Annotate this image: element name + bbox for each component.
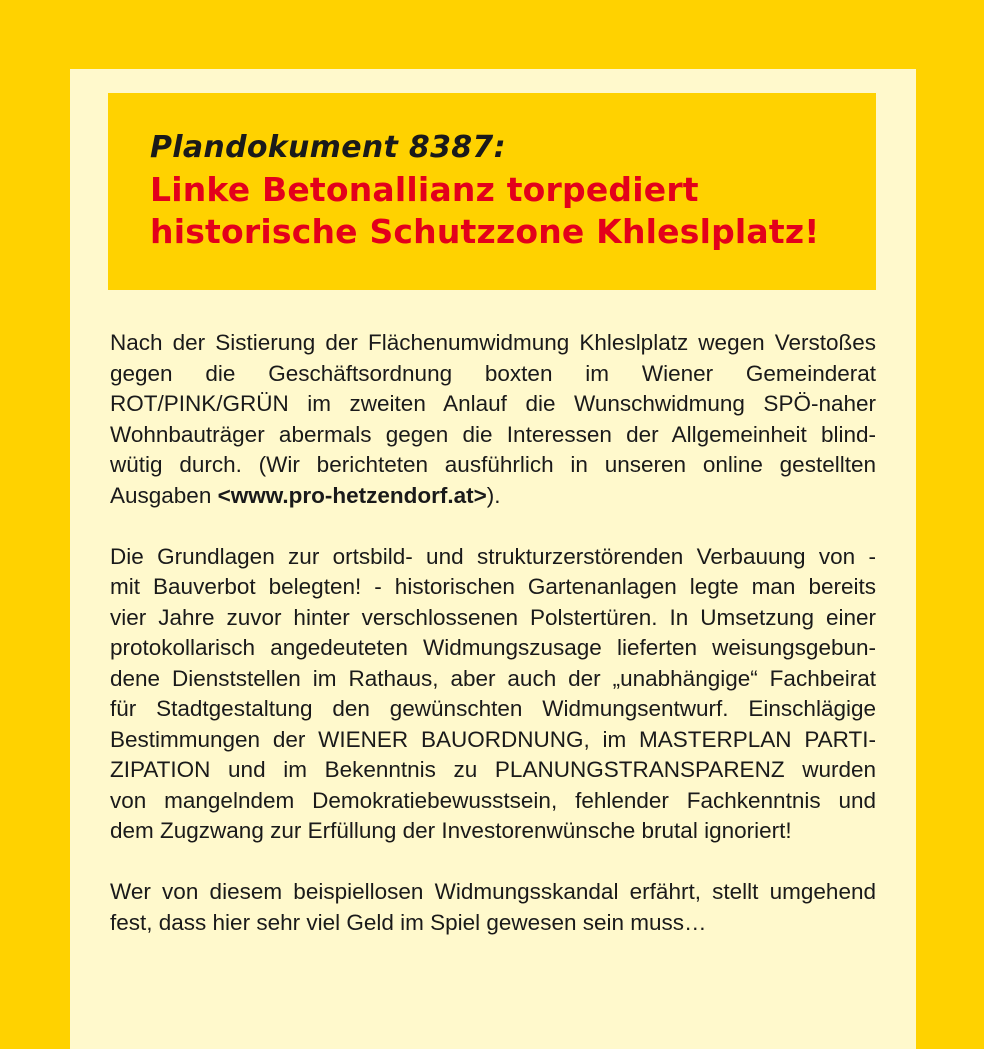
article-kicker: Plandokument 8387: bbox=[150, 130, 506, 165]
text-line: Bestimmungen der WIENER BAUORDNUNG, im MASTERPLAN PARTI- bbox=[110, 726, 876, 752]
text-fragment: Ausgaben bbox=[110, 482, 218, 508]
text-fragment: ). bbox=[486, 482, 501, 508]
text-line: wütig durch. (Wir berichteten ausführlich in unseren online gestellten bbox=[110, 452, 876, 477]
headline-box bbox=[108, 93, 876, 290]
paragraph-3 bbox=[110, 877, 876, 938]
text-line: mit Bauverbot belegten! - historischen Gartenanlagen legte man bereits bbox=[110, 574, 876, 599]
text-line: Die Grundlagen zur ortsbild- und strukturzerstörenden Verbauung von - bbox=[110, 543, 876, 569]
article-panel bbox=[70, 69, 916, 1049]
text-line bbox=[110, 481, 876, 512]
text-line: dem Zugzwang zur Erfüllung der Investorenwünsche brutal ignoriert! bbox=[110, 818, 792, 843]
text-line: ROT/PINK/GRÜN im zweiten Anlauf die Wunschwidmung SPÖ-naher bbox=[110, 391, 876, 416]
text-line: Nach der Sistierung der Flächenumwidmung Khleslplatz wegen Verstoßes bbox=[110, 330, 876, 355]
text-line: für Stadtgestaltung den gewünschten Widmungsentwurf. Einschlägige bbox=[110, 696, 876, 721]
text-line: dene Dienststellen im Rathaus, aber auch der „unabhängige“ Fachbeirat bbox=[110, 665, 876, 691]
headline-line: Linke Betonallianz torpediert bbox=[150, 170, 699, 209]
text-line: Wer von diesem beispiellosen Widmungsskandal erfährt, stellt umgehend bbox=[110, 879, 876, 904]
article-body bbox=[110, 328, 876, 969]
website-link[interactable]: <www.pro-hetzendorf.at> bbox=[217, 482, 487, 508]
text-line: Wohnbauträger abermals gegen die Interessen der Allgemeinheit blind- bbox=[110, 421, 876, 447]
text-line: ZIPATION und im Bekenntnis zu PLANUNGSTRANSPARENZ wurden bbox=[110, 757, 876, 782]
text-line: protokollarisch angedeuteten Widmungszusage lieferten weisungsgebun- bbox=[110, 635, 876, 660]
text-line: gegen die Geschäftsordnung boxten im Wiener Gemeinderat bbox=[110, 360, 876, 386]
text-line: fest, dass hier sehr viel Geld im Spiel gewesen sein muss… bbox=[110, 909, 707, 935]
paragraph-1 bbox=[110, 328, 876, 511]
text-line: von mangelndem Demokratiebewusstsein, fehlender Fachkenntnis und bbox=[110, 787, 876, 813]
text-line: vier Jahre zuvor hinter verschlossenen Polstertüren. In Umsetzung einer bbox=[110, 604, 876, 630]
headline-line: historische Schutzzone Khleslplatz! bbox=[150, 212, 820, 251]
article-headline bbox=[150, 169, 856, 253]
paragraph-2 bbox=[110, 542, 876, 847]
